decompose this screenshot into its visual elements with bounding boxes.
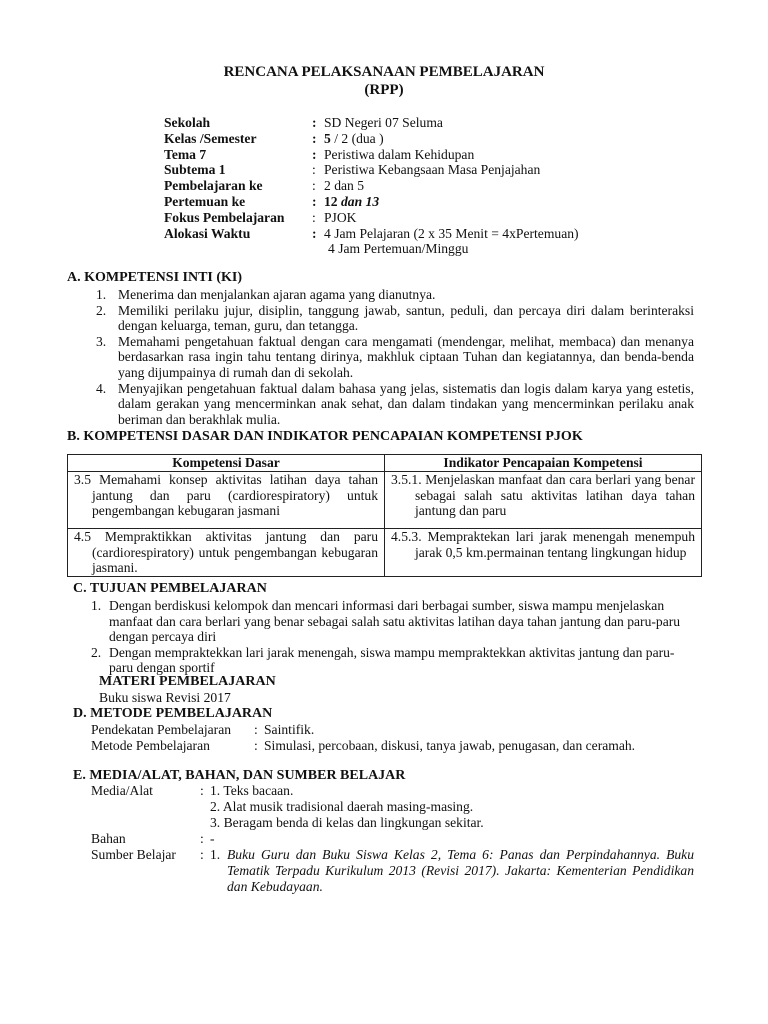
- column-header: Kompetensi Dasar: [68, 455, 385, 472]
- identity-label: Fokus Pembelajaran: [164, 209, 285, 225]
- section-b-heading: B. KOMPETENSI DASAR DAN INDIKATOR PENCAPAIAN KOMPETENSI PJOK: [67, 429, 583, 444]
- identity-label: Alokasi Waktu: [164, 225, 251, 241]
- metode-colon: :: [254, 738, 258, 753]
- item-number: 1.: [210, 847, 221, 862]
- list-item: [91, 645, 697, 676]
- sumber-text: Buku Guru dan Buku Siswa Kelas 2, Tema 6: Panas dan Perpindahannya. Buku Tematik Terpadu Kurikulum 2013 (Revisi 2017). Jakarta: Kementerian Pendidikan dan Kebudayaan.: [227, 847, 694, 894]
- list-item-text: Menerima dan menjalankan ajaran agama yang dianutnya.: [118, 287, 436, 302]
- list-item: [96, 303, 694, 334]
- identity-value: Peristiwa dalam Kehidupan: [324, 146, 475, 162]
- bahan-value: -: [210, 831, 215, 846]
- table-cell: [385, 472, 702, 529]
- table-header-row: [68, 455, 702, 472]
- table-cell: [385, 529, 702, 577]
- list-item: [96, 381, 694, 428]
- identity-value: PJOK: [324, 209, 357, 225]
- document-subtitle: (RPP): [364, 82, 404, 98]
- cell-text: 3.5 Memahami konsep aktivitas latihan daya tahan jantung dan paru (cardiorespiratory) untuk pengembangan kebugaran jasmani: [74, 472, 378, 519]
- document-title: RENCANA PELAKSANAAN PEMBELAJARAN: [223, 64, 545, 80]
- sumber-row: [91, 847, 221, 863]
- identity-label: Pembelajaran ke: [164, 178, 263, 194]
- identity-colon: :: [312, 193, 317, 209]
- identity-colon: :: [312, 115, 317, 130]
- media-item-text: Teks bacaan.: [223, 783, 294, 798]
- metode-label: Metode Pembelajaran: [91, 738, 210, 753]
- identity-colon: :: [312, 130, 317, 146]
- media-item: [210, 799, 473, 815]
- item-number: 3.: [96, 333, 107, 349]
- list-item-text: Dengan mempraktekkan lari jarak menengah, siswa mampu mempraktekkan aktivitas jantung dan paru-paru dengan sportif: [109, 644, 675, 676]
- identity-value-italic: dan 13: [341, 193, 380, 209]
- identity-colon: :: [312, 178, 316, 194]
- identity-value-bold: 5: [324, 130, 331, 146]
- media-label: Media/Alat: [91, 783, 153, 798]
- identity-value: 2 dan 5: [324, 178, 365, 194]
- item-number: 2.: [210, 799, 221, 814]
- identity-value-kelas: [324, 131, 384, 147]
- list-item-text: Memiliki perilaku jujur, disiplin, tanggung jawab, santun, peduli, dan percaya diri dalam berinteraksi dengan keluarga, teman, guru, dan tetangga.: [118, 302, 694, 334]
- identity-label: Pertemuan ke: [164, 193, 246, 209]
- item-number: 3.: [210, 815, 221, 830]
- bahan-label: Bahan: [91, 831, 126, 846]
- column-header: Indikator Pencapaian Kompetensi: [385, 455, 702, 472]
- bahan-colon: :: [200, 831, 204, 846]
- section-e-heading: E. MEDIA/ALAT, BAHAN, DAN SUMBER BELAJAR: [73, 768, 406, 783]
- item-number: 4.: [96, 380, 107, 396]
- metode-row: [91, 722, 315, 738]
- identity-colon: :: [312, 146, 317, 162]
- metode-value: Saintifik.: [264, 722, 315, 737]
- item-number: 1.: [96, 287, 107, 302]
- identity-colon: :: [312, 225, 317, 241]
- identity-value-line2: 4 Jam Pertemuan/Minggu: [328, 241, 469, 257]
- list-item: [91, 598, 697, 645]
- item-number: 1.: [91, 598, 102, 613]
- tujuan-list: [91, 598, 697, 676]
- table-row: [68, 529, 702, 577]
- identity-value-bold: 12: [324, 193, 338, 209]
- identity-label: Kelas /Semester: [164, 130, 257, 146]
- list-item-text: Dengan berdiskusi kelompok dan mencari informasi dari berbagai sumber, siswa mampu menjelaskan manfaat dan cara berlari yang benar sebagai salah satu aktivitas latihan daya tahan jantung dan paru-paru dengan percaya diri: [109, 598, 681, 645]
- item-number: 2.: [91, 644, 102, 660]
- ki-list: [96, 287, 694, 427]
- media-item-text: Beragam benda di kelas dan lingkungan sekitar.: [223, 815, 484, 830]
- materi-heading: MATERI PEMBELAJARAN: [99, 674, 276, 689]
- identity-value: 4 Jam Pelajaran (2 x 35 Menit = 4xPertemuan): [324, 225, 579, 241]
- list-item-text: Menyajikan pengetahuan faktual dalam bahasa yang jelas, sistematis dan logis dalam karya yang estetis, dalam gerakan yang mencerminkan anak sehat, dan dalam tindakan yang mencerminkan perilaku anak beriman dan berakhlak mulia.: [118, 380, 694, 427]
- section-a-heading: A. KOMPETENSI INTI (KI): [67, 270, 243, 285]
- identity-colon: :: [312, 209, 316, 225]
- item-number: 1.: [210, 783, 221, 798]
- item-number: 2.: [96, 302, 107, 318]
- metode-value: Simulasi, percobaan, diskusi, tanya jawab, penugasan, dan ceramah.: [264, 738, 636, 753]
- metode-row: [91, 738, 636, 754]
- identity-label: Tema 7: [164, 146, 207, 162]
- section-c-heading: C. TUJUAN PEMBELAJARAN: [73, 581, 267, 596]
- identity-value-pertemuan: [324, 194, 379, 210]
- media-item-text: Alat musik tradisional daerah masing-masing.: [222, 799, 474, 814]
- media-item: [210, 815, 484, 831]
- media-row: [91, 783, 204, 799]
- cell-text: 3.5.1. Menjelaskan manfaat dan cara berlari yang benar sebagai salah satu aktivitas latihan daya tahan jantung dan paru: [391, 472, 695, 519]
- list-item-text: Memahami pengetahuan faktual dengan cara mengamati (mendengar, melihat, membaca) dan menanya berdasarkan rasa ingin tahu tentang dirinya, makhluk ciptaan Tuhan dan kegiatannya, dan benda-benda yang dijumpainya di rumah dan di sekolah.: [118, 333, 694, 380]
- table-cell: [68, 472, 385, 529]
- list-item: [96, 334, 694, 381]
- identity-label: Sekolah: [164, 115, 211, 130]
- section-d-heading: D. METODE PEMBELAJARAN: [73, 706, 273, 721]
- list-item: [96, 287, 694, 303]
- table-row: [68, 472, 702, 529]
- media-colon: :: [200, 783, 204, 798]
- table-cell: [68, 529, 385, 577]
- identity-colon: :: [312, 162, 316, 178]
- identity-label: Subtema 1: [164, 162, 226, 178]
- metode-label: Pendekatan Pembelajaran: [91, 722, 232, 737]
- identity-value-rest: / 2 (dua ): [330, 130, 384, 146]
- cell-text: 4.5.3. Mempraktekan lari jarak menengah menempuh jarak 0,5 km.permainan tentang lingkungan hidup: [391, 529, 695, 560]
- bahan-row: [91, 831, 215, 847]
- competency-table: [67, 454, 702, 577]
- media-item: [210, 783, 293, 799]
- metode-colon: :: [254, 722, 258, 737]
- sumber-colon: :: [200, 847, 204, 862]
- cell-text: 4.5 Mempraktikkan aktivitas jantung dan paru (cardiorespiratory) untuk pengembangan kebugaran jasmani.: [74, 529, 378, 576]
- materi-text: Buku siswa Revisi 2017: [99, 690, 231, 705]
- identity-value: Peristiwa Kebangsaan Masa Penjajahan: [324, 162, 541, 178]
- identity-value: SD Negeri 07 Seluma: [324, 115, 443, 130]
- sumber-label: Sumber Belajar: [91, 847, 176, 862]
